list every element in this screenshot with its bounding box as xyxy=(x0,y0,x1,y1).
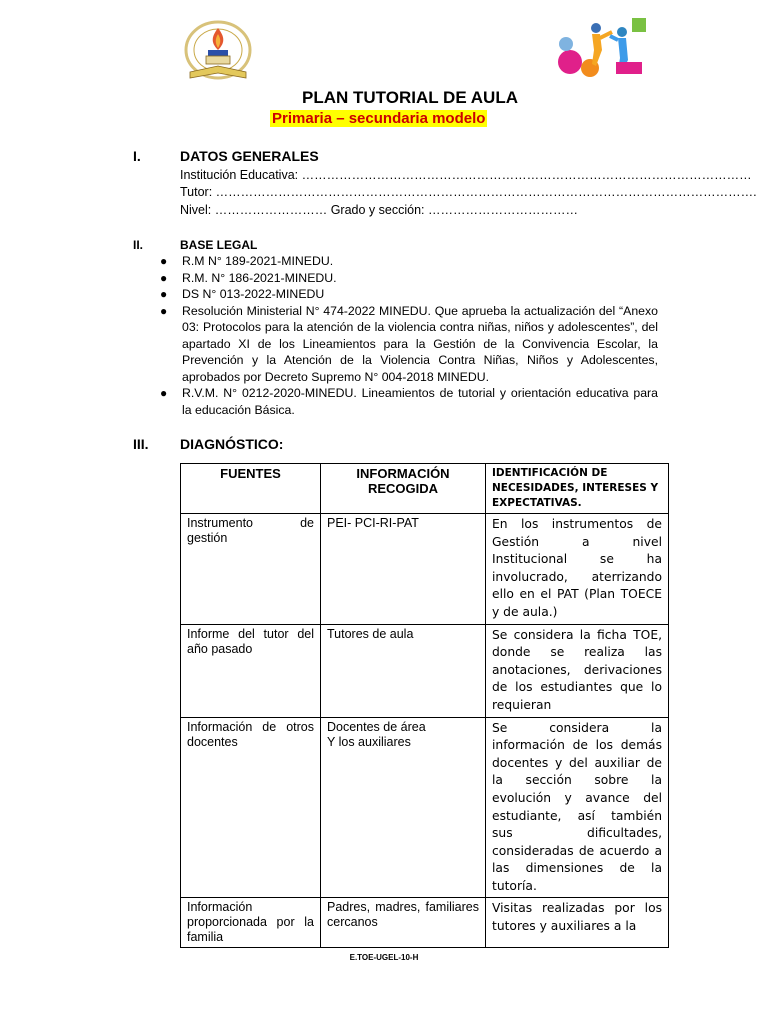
list-item: ● R.M N° 189-2021-MINEDU. xyxy=(160,254,334,268)
section-2-title: BASE LEGAL xyxy=(180,238,258,252)
section-1-number: I. xyxy=(133,148,141,164)
table-row xyxy=(181,514,669,625)
table-cell: Se considera la ficha TOE, donde se realiza las anotaciones, derivaciones de los estudiantes que lo requieran xyxy=(486,624,669,717)
table-cell: Tutores de aula xyxy=(321,624,486,717)
page-subtitle: Primaria – secundaria modelo xyxy=(272,110,486,127)
diagnosis-table xyxy=(180,463,669,948)
table-cell: En los instrumentos de Gestión a nivel Institucional se ha involucrado, aterrizando ello en el PAT (Plan TOECE y de aula.) xyxy=(486,514,669,625)
page-title: PLAN TUTORIAL DE AULA xyxy=(302,88,518,107)
table-cell: Información de otros docentes xyxy=(181,717,321,898)
teamwork-puzzle-icon xyxy=(556,16,654,78)
tutor-line: Tutor: …………………………………………………………………………………………………………………. xyxy=(180,185,757,199)
table-cell: PEI- PCI-RI-PAT xyxy=(321,514,486,625)
table-cell: Se considera la información de los demás docentes y del auxiliar de la sección sobre la evolución y avance del estudiante, así también sus dificultades, consideradas de acuerdo a las dimensiones de la tutoría. xyxy=(486,717,669,898)
section-1-title: DATOS GENERALES xyxy=(180,148,319,164)
bullet-icon: ● xyxy=(160,254,168,268)
section-2-number: II. xyxy=(133,238,144,252)
bullet-icon: ● xyxy=(160,386,168,400)
header-identificacion: IDENTIFICACIÓN DE NECESIDADES, INTERESES Y EXPECTATIVAS. xyxy=(486,464,669,514)
school-seal-icon xyxy=(182,20,254,84)
table-cell: Padres, madres, familiares cercanos xyxy=(321,898,486,948)
bullet-icon: ● xyxy=(160,270,168,285)
table-cell: Informe del tutor del año pasado xyxy=(181,624,321,717)
section-3-number: III. xyxy=(133,436,149,452)
list-item: ● R.V.M. N° 0212-2020-MINEDU. Lineamientos de tutorial y orientación educativa para la educación Básica. xyxy=(160,386,658,417)
table-row xyxy=(181,717,669,898)
section-3-title: DIAGNÓSTICO: xyxy=(180,436,284,452)
level-grade-line: Nivel: ……………………… Grado y sección: ……………………………… xyxy=(180,203,578,217)
bullet-icon: ● xyxy=(160,287,168,301)
list-item: ● DS N° 013-2022-MINEDU xyxy=(160,287,325,301)
table-cell: Instrumento de gestión xyxy=(181,514,321,625)
table-cell: Información proporcionada por la familia xyxy=(181,898,321,948)
table-header-row xyxy=(181,464,669,514)
table-row xyxy=(181,624,669,717)
list-item: ● Resolución Ministerial N° 474-2022 MINEDU. Que aprueba la actualización del “Anexo 03: Protocolos para la atención de la violencia contra niñas, niños y adolescentes”, del apartado XI de los Lineamientos para la Gestión de la Convivencia Escolar, la Prevención y la Atención de la Violencia Contra Niñas, Niños y Adolescentes, aprobados por Decreto Supremo N° 004-2018 MINEDU. xyxy=(160,303,658,384)
bullet-icon: ● xyxy=(160,303,168,318)
legal-base-list xyxy=(160,253,658,418)
header-informacion: INFORMACIÓN RECOGIDA xyxy=(321,464,486,514)
header-fuentes: FUENTES xyxy=(181,464,321,514)
list-item: ● R.M. N° 186-2021-MINEDU. xyxy=(160,270,337,285)
table-cell: Docentes de área Y los auxiliares xyxy=(321,717,486,898)
footer-code: E.TOE-UGEL-10-H xyxy=(349,953,419,962)
table-cell: Visitas realizadas por los tutores y auxiliares a la xyxy=(486,898,669,948)
institution-line: Institución Educativa: ……………………………………………………………………………………………… xyxy=(180,168,752,182)
table-row xyxy=(181,898,669,948)
